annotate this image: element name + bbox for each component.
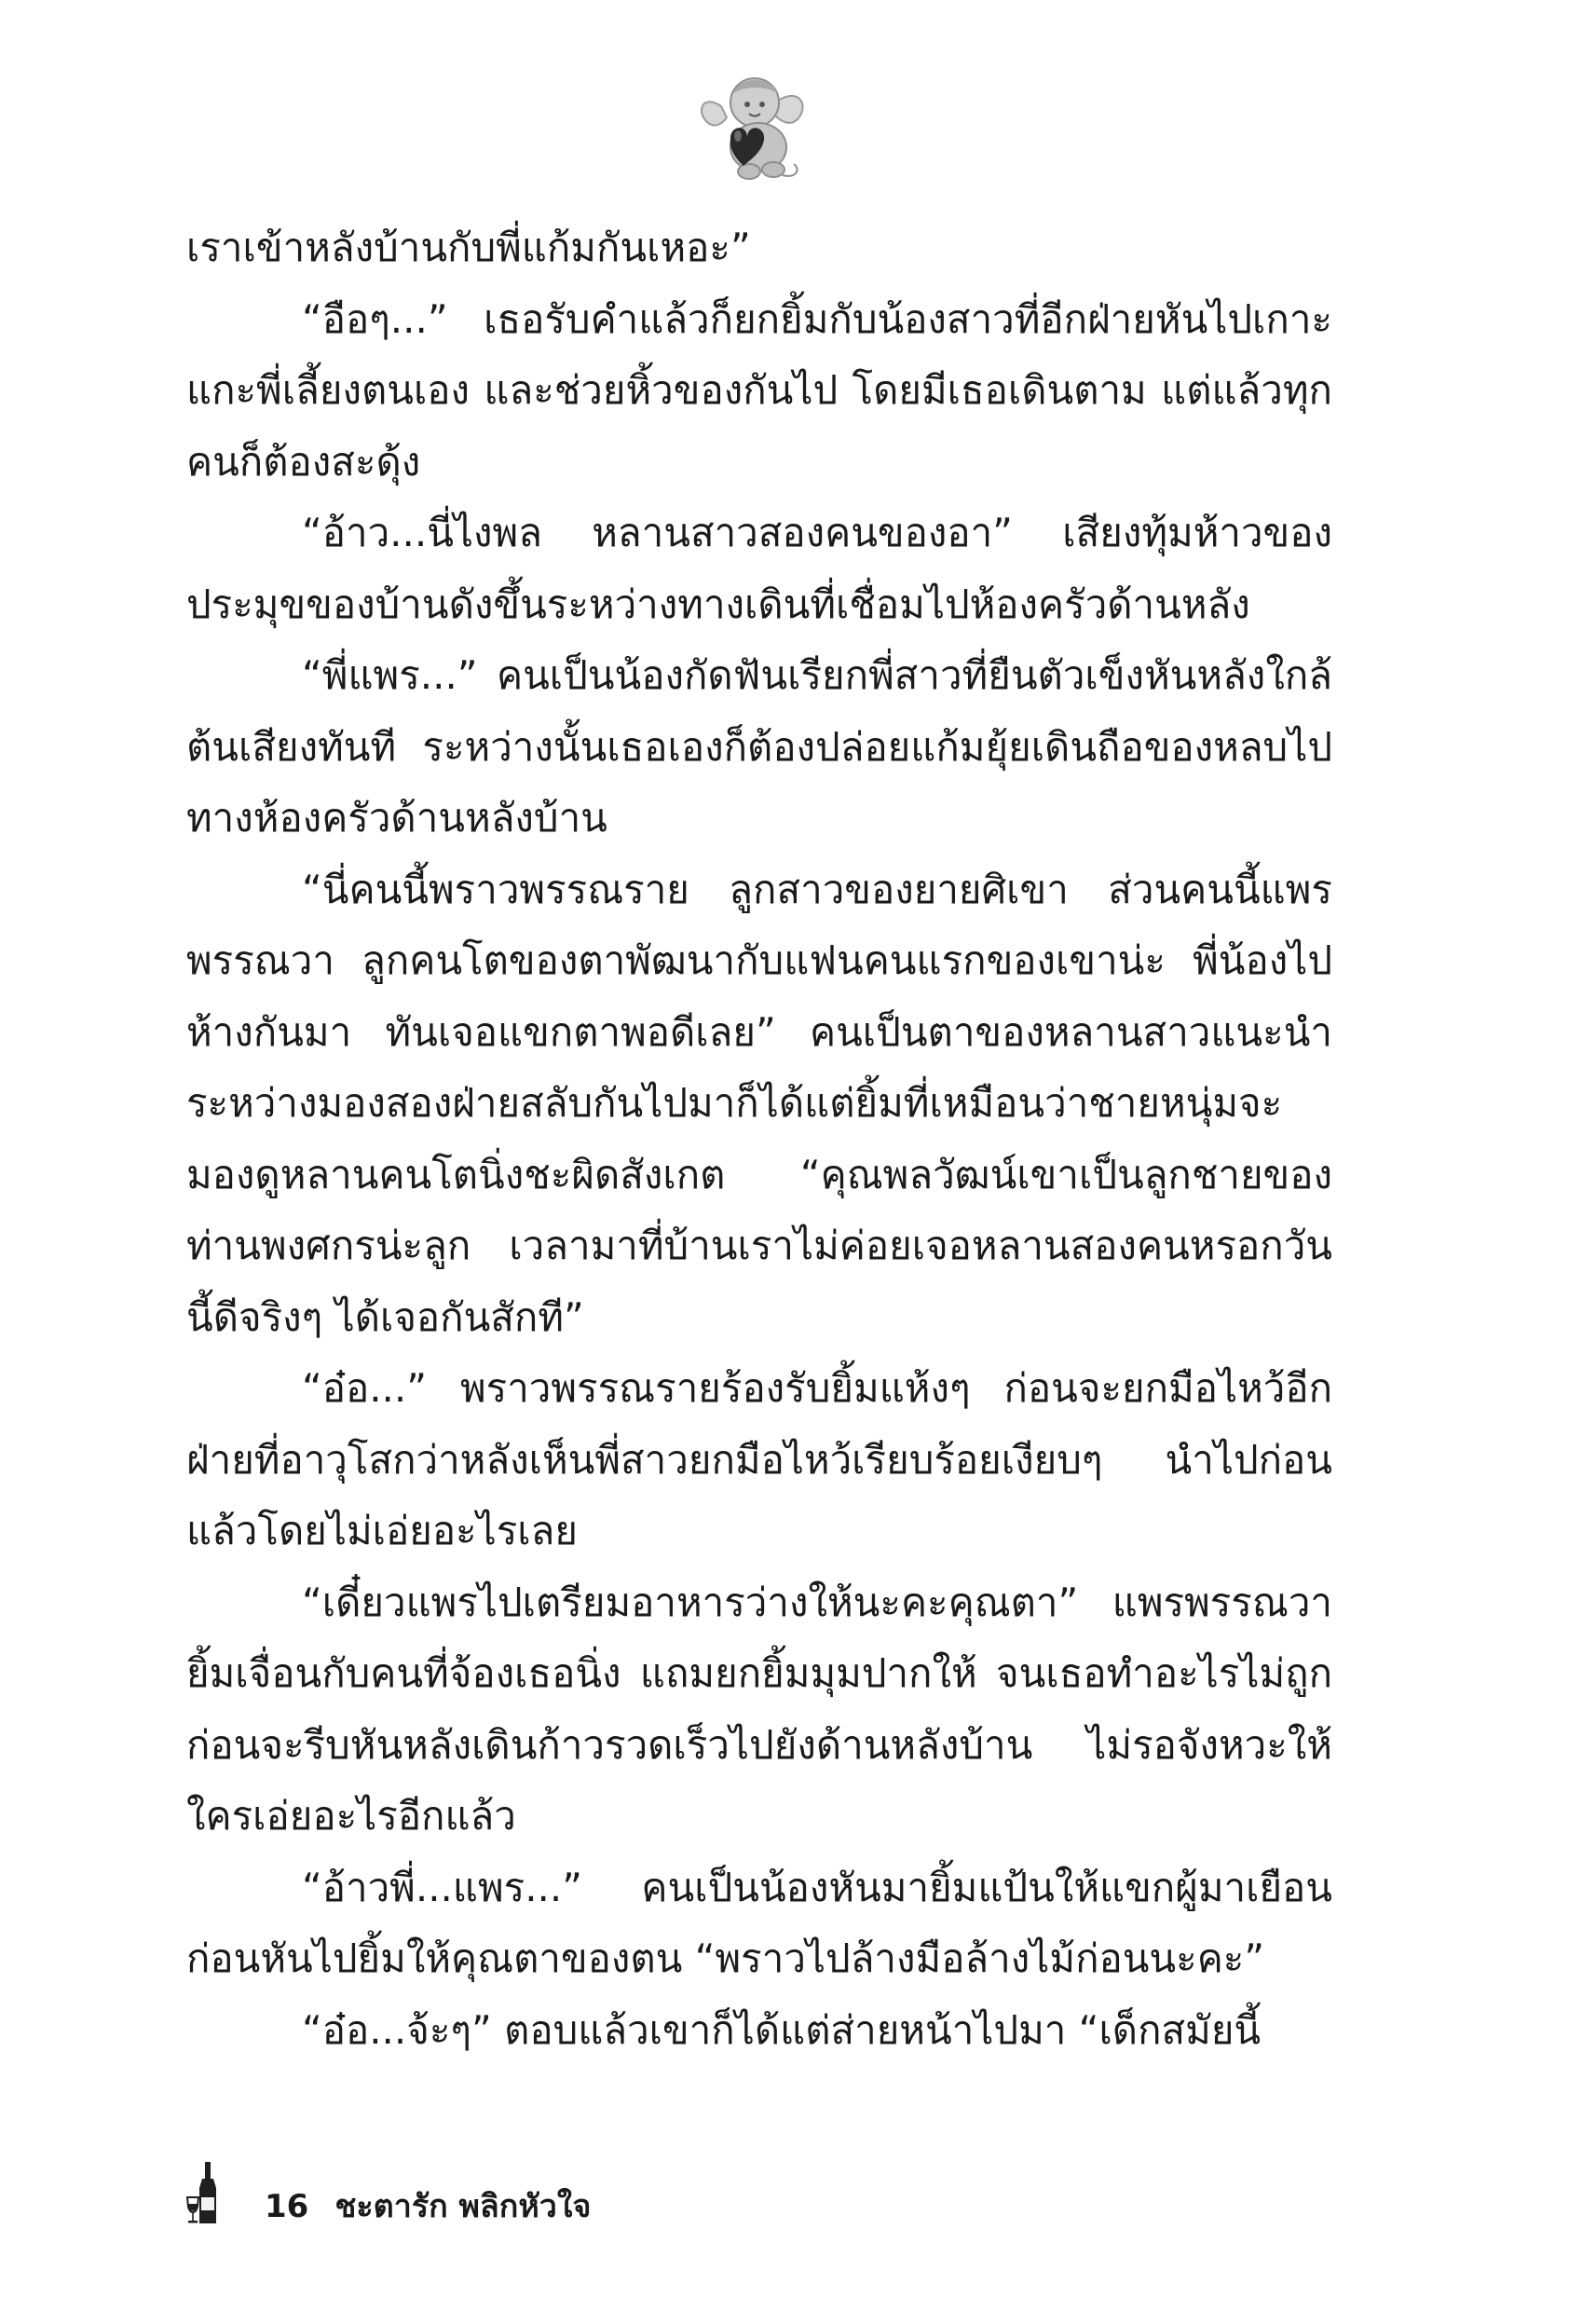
running-title: ชะตารัก พลิกหัวใจ	[334, 2188, 592, 2225]
paragraph-1: เราเข้าหลังบ้านกับพี่แก้มกันเหอะ”	[186, 225, 751, 270]
paragraph-4: “พี่แพร...” คนเป็นน้องกัดฟันเรียกพี่สาวที่ยืนตัวเข็งหันหลังใกล้ต้นเสียงทันที ระหว่างนั้นเธอเองก็ต้องปล่อยแก้มยุ้ยเดินถือของหลบไปทางห้องครัวด้านหลังบ้าน	[186, 652, 1332, 841]
paragraph-3: “อ้าว...นี่ไงพล หลานสาวสองคนของอา” เสียงทุ้มห้าวของประมุขของบ้านดังขึ้นระหว่างทางเดินที่เชื่อมไปห้องครัวด้านหลัง	[186, 510, 1332, 627]
body-text	[186, 212, 1332, 2066]
paragraph-8: “อ้าวพี่...แพร...” คนเป็นน้องหันมายิ้มแป้นให้แขกผู้มาเยือนก่อนหันไปยิ้มให้คุณตาของตน “พราวไปล้างมือล้างไม้ก่อนนะคะ”	[186, 1864, 1332, 1981]
cupid-with-heart-icon	[693, 65, 814, 186]
page-footer	[186, 2160, 591, 2225]
paragraph-7: “เดี๋ยวแพรไปเตรียมอาหารว่างให้นะคะคุณตา” แพรพรรณวายิ้มเจื่อนกับคนที่จ้องเธอนิ่ง แถมยกยิ้มมุมปากให้ จนเธอทำอะไรไม่ถูกก่อนจะรีบหันหลังเดินก้าวรวดเร็วไปยังด้านหลังบ้าน ไม่รอจังหวะให้ใครเอ่ยอะไรอีกแล้ว	[186, 1579, 1332, 1839]
paragraph-9: “อ๋อ...จ้ะๆ” ตอบแล้วเขาก็ได้แต่ส่ายหน้าไปมา “เด็กสมัยนี้	[302, 2006, 1262, 2053]
paragraph-2: “อือๆ...” เธอรับคำแล้วก็ยกยิ้มกับน้องสาวที่อีกฝ่ายหันไปเกาะแกะพี่เลี้ยงตนเอง และช่วยหิ้วของกันไป โดยมีเธอเดินตาม แต่แล้วทุกคนก็ต้องสะดุ้ง	[186, 295, 1332, 485]
paragraph-6: “อ๋อ...” พราวพรรณรายร้องรับยิ้มแห้งๆ ก่อนจะยกมือไหว้อีกฝ่ายที่อาวุโสกว่าหลังเห็นพี่สาวยกมือไหว้เรียบร้อยเงียบๆ นำไปก่อนแล้วโดยไม่เอ่ยอะไรเลย	[186, 1365, 1332, 1553]
page-number: 16	[265, 2188, 309, 2225]
paragraph-5: “นี่คนนี้พราวพรรณราย ลูกสาวของยายศิเขา ส่วนคนนี้แพรพรรณวา ลูกคนโตของตาพัฒนากับแฟนคนแรกของเขาน่ะ พี่น้องไปห้างกันมา ทันเจอแขกตาพอดีเลย” คนเป็นตาของหลานสาวแนะนำระหว่างมองสองฝ่ายสลับกันไปมาก็ได้แต่ยิ้มที่เหมือนว่าชายหนุ่มจะมองดูหลานคนโตนิ่งชะผิดสังเกต “คุณพลวัฒน์เขาเป็นลูกชายของท่านพงศกรน่ะลูก เวลามาที่บ้านเราไม่ค่อยเจอหลานสองคนหรอกวันนี้ดีจริงๆ ได้เจอกันสักที”	[186, 866, 1332, 1340]
wine-bottle-and-glass-icon	[186, 2160, 224, 2225]
